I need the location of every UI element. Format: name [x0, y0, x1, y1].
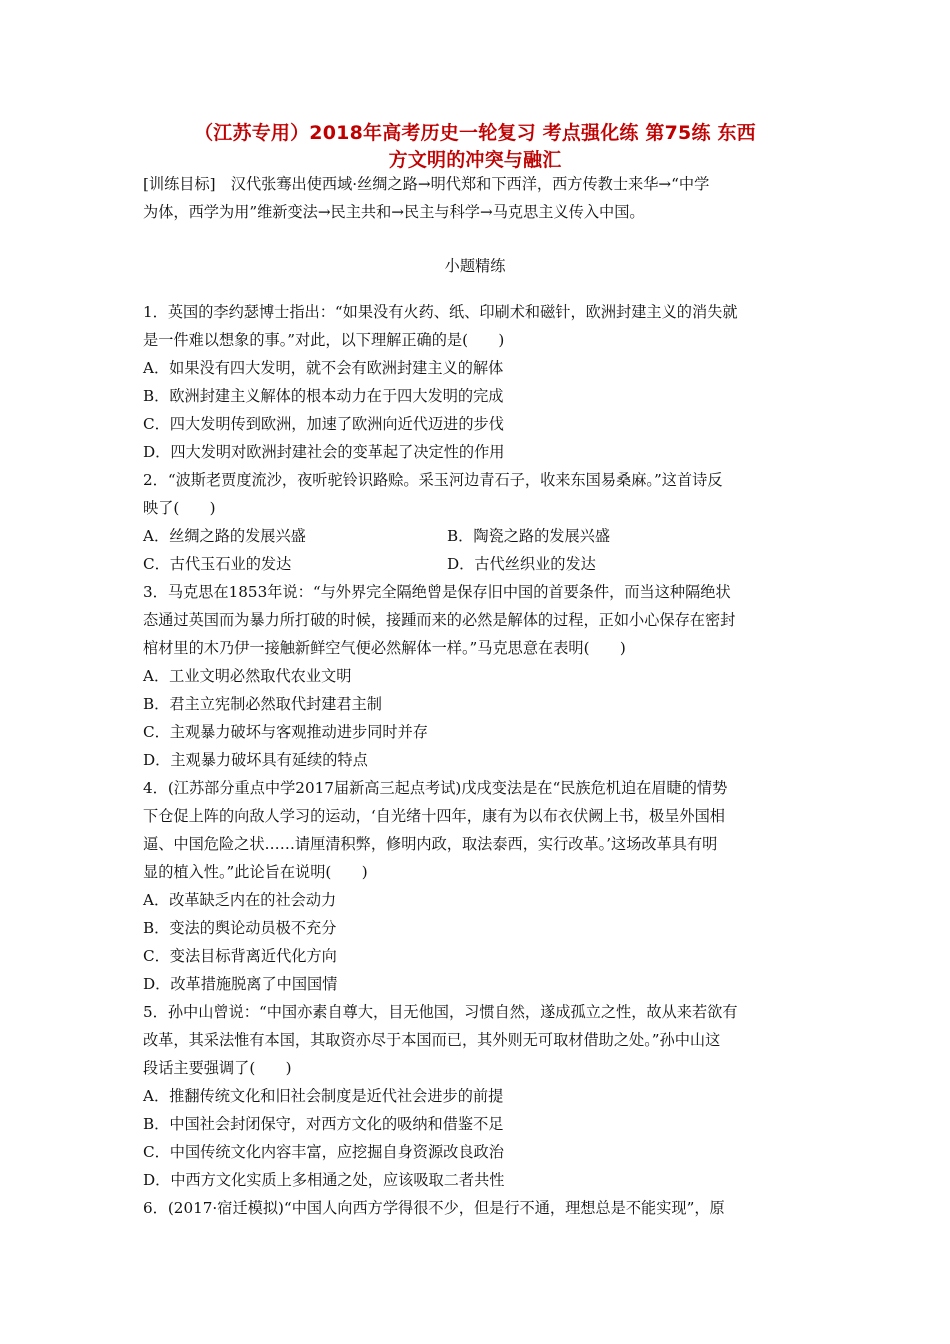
q5-option-a: A．推翻传统文化和旧社会制度是近代社会进步的前提: [143, 1087, 504, 1105]
training-goal-line-2: 为体，西学为用”维新变法→民主共和→民主与科学→马克思主义传入中国。: [143, 203, 645, 221]
q5-option-c: C．中国传统文化内容丰富，应挖掘自身资源改良政治: [143, 1143, 504, 1161]
q1-option-b: B．欧洲封建主义解体的根本动力在于四大发明的完成: [143, 387, 504, 405]
q2-option-a: A．丝绸之路的发展兴盛: [143, 527, 306, 545]
q3-option-a: A．工业文明必然取代农业文明: [143, 667, 352, 685]
q5-stem-line-3: 段话主要强调了( ): [143, 1059, 292, 1077]
q4-stem-line-2: 下仓促上阵的向敌人学习的运动，‘自光绪十四年，康有为以布衣伏阙上书，极呈外国相: [143, 807, 725, 825]
q4-option-c: C．变法目标背离近代化方向: [143, 947, 337, 965]
training-goal-line-1: [训练目标] 汉代张骞出使西域·丝绸之路→明代郑和下西洋，西方传教士来华→“中学: [143, 175, 710, 193]
q3-stem-line-1: 3．马克思在1853年说：“与外界完全隔绝曾是保存旧中国的首要条件，而当这种隔绝状: [143, 583, 731, 601]
q3-stem-line-2: 态通过英国而为暴力所打破的时候，接踵而来的必然是解体的过程，正如小心保存在密封: [143, 611, 736, 629]
q4-stem-line-1: 4．(江苏部分重点中学2017届新高三起点考试)戊戌变法是在“民族危机迫在眉睫的情势: [143, 779, 728, 797]
q4-stem-line-4: 显的植入性。”此论旨在说明( ): [143, 863, 368, 881]
q5-stem-line-1: 5．孙中山曾说：“中国亦素自尊大，目无他国，习惯自然，遂成孤立之性，故从来若欲有: [143, 1003, 738, 1021]
section-title: 小题精练: [444, 257, 506, 275]
q2-options-row-2: [143, 550, 807, 578]
q3-option-d: D．主观暴力破坏具有延续的特点: [143, 751, 368, 769]
q1-option-c: C．四大发明传到欧洲，加速了欧洲向近代迈进的步伐: [143, 415, 504, 433]
q2-option-b: B．陶瓷之路的发展兴盛: [447, 527, 611, 545]
document-title: [143, 120, 807, 174]
q2-options-row-1: [143, 522, 807, 550]
title-line-2: 方文明的冲突与融汇: [388, 149, 562, 171]
q5-stem-line-2: 改革，其采法惟有本国，其取资亦尽于本国而已，其外则无可取材借助之处。”孙中山这: [143, 1031, 721, 1049]
q4-option-b: B．变法的舆论动员极不充分: [143, 919, 337, 937]
q4-option-d: D．改革措施脱离了中国国情: [143, 975, 338, 993]
q6-stem-line-1: 6．(2017·宿迁模拟)“中国人向西方学得很不少，但是行不通，理想总是不能实现”，原: [143, 1199, 725, 1217]
q4-stem-line-3: 逼、中国危险之状……请厘清积弊，修明内政，取法泰西，实行改革。’这场改革具有明: [143, 835, 718, 853]
q5-option-b: B．中国社会封闭保守，对西方文化的吸纳和借鉴不足: [143, 1115, 504, 1133]
title-line-1: （江苏专用）2018年高考历史一轮复习 考点强化练 第75练 东西: [194, 122, 756, 144]
q3-option-c: C．主观暴力破坏与客观推动进步同时并存: [143, 723, 428, 741]
q1-option-a: A．如果没有四大发明，就不会有欧洲封建主义的解体: [143, 359, 504, 377]
q1-stem-line-2: 是一件难以想象的事。”对此，以下理解正确的是( ): [143, 331, 505, 349]
q3-option-b: B．君主立宪制必然取代封建君主制: [143, 695, 382, 713]
q1-option-d: D．四大发明对欧洲封建社会的变革起了决定性的作用: [143, 443, 505, 461]
q1-stem-line-1: 1．英国的李约瑟博士指出：“如果没有火药、纸、印刷术和磁针，欧洲封建主义的消失就: [143, 303, 738, 321]
q2-stem-line-2: 映了( ): [143, 499, 216, 517]
q5-option-d: D．中西方文化实质上多相通之处，应该吸取二者共性: [143, 1171, 505, 1189]
q2-stem-line-1: 2．“波斯老贾度流沙，夜听驼铃识路赊。采玉河边青石子，收来东国易桑麻。”这首诗反: [143, 471, 723, 489]
q4-option-a: A．改革缺乏内在的社会动力: [143, 891, 337, 909]
q3-stem-line-3: 棺材里的木乃伊一接触新鲜空气便必然解体一样。”马克思意在表明( ): [143, 639, 626, 657]
q2-option-c: C．古代玉石业的发达: [143, 555, 292, 573]
q2-option-d: D．古代丝织业的发达: [447, 555, 596, 573]
